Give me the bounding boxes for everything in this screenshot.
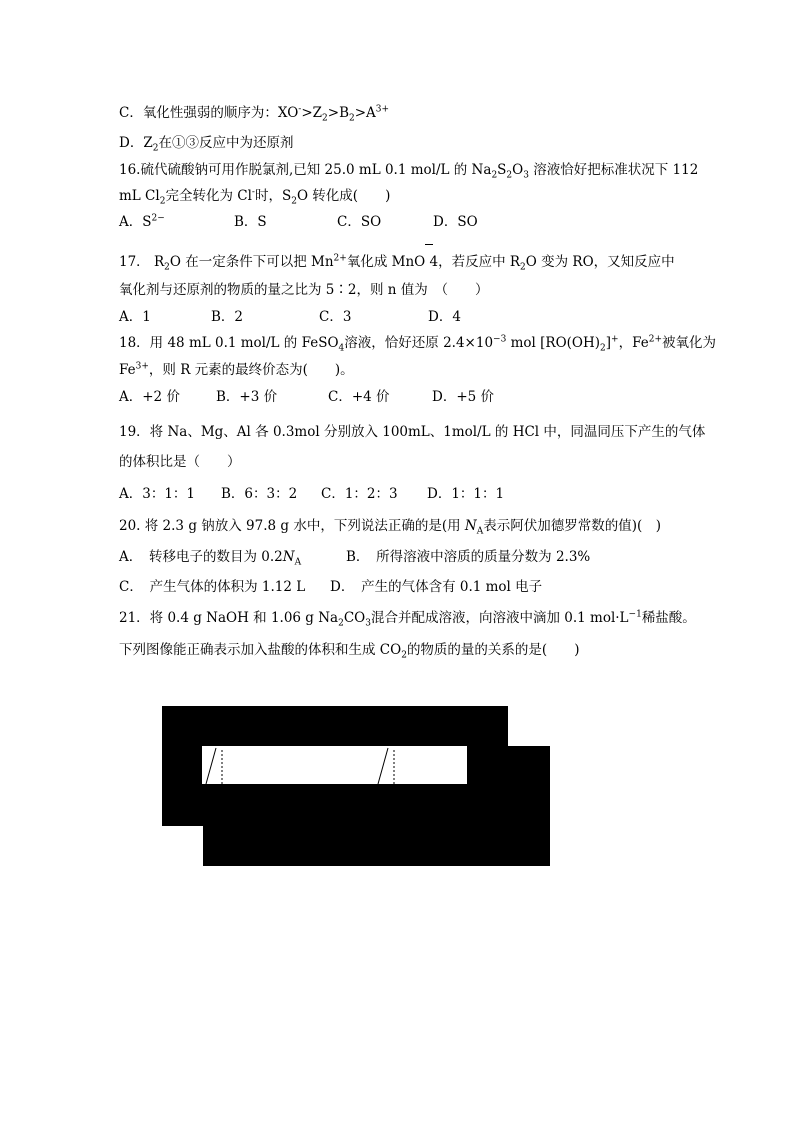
sub: 2 [164,262,170,273]
redacted-block-middle [162,784,508,826]
sub: 2 [322,113,328,124]
q17-option-d: D．4 [428,309,461,325]
q21-stem-line2 [119,641,579,659]
text: 17． R [119,254,165,270]
graph-window-4 [400,746,467,784]
sup: 2+ [648,334,662,345]
graph-window-2 [228,746,374,784]
q17-option-a: A．1 [119,309,151,325]
text: >Z [301,105,323,121]
q16-option-d: D．SO [433,214,478,230]
graph-line-1 [202,746,228,784]
sub: 2 [349,113,355,124]
text: 在①③反应中为还原剂 [158,135,294,151]
sub: 4 [338,343,345,354]
sup: - [251,187,255,198]
q16-option-b: B．S [234,214,267,230]
text: 稀盐酸。 [641,610,696,626]
q19-option-d: D．1：1：1 [427,486,505,502]
text: Fe [119,362,136,378]
text: C．氧化性强弱的顺序为：XO [119,105,299,121]
text: 下列图像能正确表示加入盐酸的体积和生成 CO [119,642,402,658]
text: >B [327,105,349,121]
redacted-block-bottom [203,824,508,866]
text: O 在一定条件下可以把 Mn [169,254,334,270]
overbar-mark [425,244,433,245]
sub: 2 [600,343,606,354]
sup: + [611,334,619,345]
text: 溶液，恰好还原 2.4×10 [344,335,494,351]
q19-stem-line1: 19．将 Na、Mg、Al 各 0.3mol 分别放入 100mL、1mol/L 的 HCl 中，同温同压下产生的气体 [119,424,706,440]
sup: −1 [628,609,642,620]
q16-option-c: C．SO [337,214,382,230]
q20-option-d: D． 产生的气体含有 0.1 mol 电子 [330,579,543,595]
q18-option-a: A．+2 价 [119,389,180,405]
q19-option-b: B．6：3：2 [221,486,298,502]
text: 氧化成 MnO 4，若反应中 R [346,254,521,270]
text: ] [605,335,612,351]
sup: −3 [493,334,507,345]
q19-option-c: C．1：2：3 [321,486,398,502]
text: >A [354,105,376,121]
sup: 3+ [135,361,149,372]
q18-option-d: D．+5 价 [432,389,495,405]
sub: A [294,557,302,568]
text: 的物质的量的关系的是( ) [406,642,580,658]
q15-option-c [119,104,389,122]
q18-stem-line1 [119,334,716,352]
text: D．Z [119,135,153,151]
q21-stem-line1 [119,609,696,627]
text: 21．将 0.4 g NaOH 和 1.06 g Na [119,610,339,626]
text: 溶液恰好把标准状况下 112 [528,162,699,178]
q17-option-c: C．3 [319,309,352,325]
sub: 2 [159,196,166,207]
sub: 2 [291,196,297,207]
sub: 2 [506,170,513,181]
sub: 2 [491,170,498,181]
q20-option-a [119,548,301,566]
text: 被氧化为 [662,335,716,351]
graph-window-3 [374,746,400,784]
q18-option-c: C．+4 价 [328,389,390,405]
q18-option-b: B．+3 价 [216,389,278,405]
q15-option-d [119,134,293,152]
text: 时，S [254,188,292,204]
q19-stem-line2: 的体积比是（ ） [119,454,241,470]
avogadro-symbol: N [282,549,295,565]
text: O [512,162,524,178]
sub: 2 [520,262,526,273]
q20-option-c: C． 产生气体的体积为 1.12 L [119,579,306,595]
text: 完全转化为 Cl [165,188,252,204]
sup: 2− [151,213,165,224]
text: ，Fe [618,335,649,351]
text: CO [343,610,366,626]
q17-option-b: B．2 [211,309,244,325]
sub: 2 [401,650,407,661]
q16-stem-line2 [119,187,390,205]
q20-option-b: B． 所得溶液中溶质的质量分数为 2.3% [346,549,591,565]
text: 18．用 48 mL 0.1 mol/L 的 FeSO [119,335,339,351]
text: A． 转移电子的数目为 0.2 [119,549,283,565]
q18-stem-line2 [119,361,354,379]
text: A．S [119,214,152,230]
sub: 3 [523,170,529,181]
sup: 2+ [333,253,347,264]
sub: 2 [338,618,344,629]
q17-stem-line2: 氧化剂与还原剂的物质的量之比为 5∶2，则 n 值为 （ ） [119,282,489,298]
sub: A [476,526,484,537]
sub: 2 [152,143,159,154]
text: mol [RO(OH) [506,335,601,351]
text: 16.硫代硫酸钠可用作脱氯剂,已知 25.0 mL 0.1 mol/L 的 Na [119,162,492,178]
sup: - [298,104,302,115]
text: S [497,162,507,178]
sub: 3 [365,618,371,629]
text: 20. 将 2.3 g 钠放入 97.8 g 水中，下列说法正确的是(用 [119,518,465,534]
graph-line-3 [374,746,400,784]
graph-window-1 [202,746,228,784]
sup: 3+ [375,104,390,115]
text: O 转化成( ) [296,188,391,204]
text: 混合并配成溶液，向溶液中滴加 0.1 mol·L [370,610,629,626]
q17-stem-line1 [119,253,675,271]
text: ，则 R 元素的最终价态为( )。 [148,362,354,378]
q16-stem-line1 [119,161,698,179]
text: mL Cl [119,188,160,204]
q16-option-a [119,213,165,231]
q19-option-a: A．3：1：1 [119,486,196,502]
q20-stem [119,517,661,535]
text: 表示阿伏加德罗常数的值)( ) [483,518,662,534]
avogadro-symbol: N [464,518,477,534]
redacted-block-right [508,746,550,866]
text: O 变为 RO，又知反应中 [525,254,675,270]
